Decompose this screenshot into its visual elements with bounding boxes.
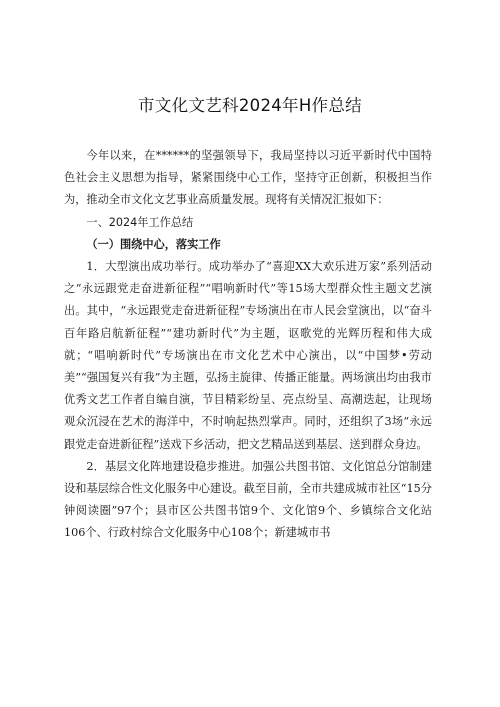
item-paragraph-1: 1．大型演出成功举行。成功举办了“喜迎XX大欢乐进万家”系列活动之“永远跟党走奋进新征程”“唱响新时代”等15场大型群众性主题文艺演出。其中，“永远跟党走奋进新征程”专场演出在市人民会堂演出，以“奋斗百年路启航新征程”“建功新时代”为主题，讴歌党的光辉历程和伟大成就；“唱响新时代”专场演出在市文化艺术中心演出，以“中国梦•劳动美”“强国复兴有我”为主题，弘扬主旋律、传播正能量。两场演出均由我市优秀文艺工作者自编自演，节目精彩纷呈、亮点纷呈、高潮迭起，让现场观众沉浸在艺术的海洋中，不时响起热烈掌声。同时，还组织了3场“永远跟党走奋进新征程”送戏下乡活动，把文艺精品送到基层、送到群众身边。 [64, 260, 432, 451]
item-paragraph-2: 2．基层文化阵地建设稳步推进。加强公共图书馆、文化馆总分馆制建设和基层综合性文化服务中心建设。截至目前，全市共建成城市社区“15分钟阅读圈”97个；县市区公共图书馆9个、文化馆9个、乡镇综合文化站106个、行政村综合文化服务中心108个；新建城市书 [64, 459, 432, 540]
document-body [64, 145, 432, 545]
subsection-heading-text: （一）围绕中心，落实工作 [86, 237, 221, 251]
intro-paragraph: 今年以来，在******的坚强领导下，我局坚持以习近平新时代中国特色社会主义思想为指导，紧紧围绕中心工作，坚持守正创新，积极担当作为，推动全市文化文艺事业高质量发展。现将有关情况汇报如下： [64, 149, 432, 207]
document-title: 市文化文艺科2024年H作总结 [138, 96, 362, 115]
subsection-heading [64, 234, 432, 256]
section-heading: 一、2024年工作总结 [86, 215, 194, 229]
